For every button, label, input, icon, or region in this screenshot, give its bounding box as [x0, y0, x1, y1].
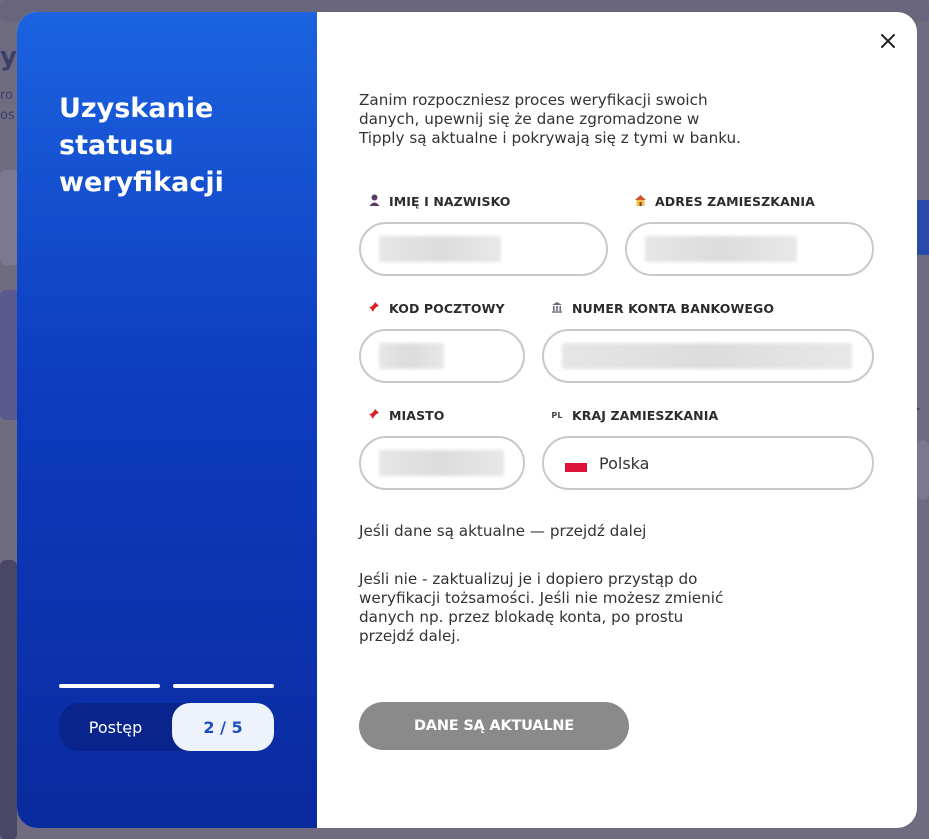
- poland-flag-icon: [565, 458, 587, 472]
- city-label: MIASTO: [367, 408, 445, 423]
- progress-label: Postęp: [88, 717, 143, 737]
- address-label: ADRES ZAMIESZKANIA: [633, 194, 815, 209]
- postal-code-field[interactable]: [359, 329, 525, 383]
- country-select[interactable]: [542, 436, 874, 490]
- house-icon: [633, 194, 647, 209]
- country-label: PL KRAJ ZAMIESZKANIA: [551, 408, 719, 423]
- modal-side-panel: [17, 12, 317, 828]
- modal-title: Uzyskanie statusu weryfikacji: [59, 93, 224, 198]
- pushpin-icon: [367, 301, 381, 316]
- verification-modal: [17, 12, 917, 828]
- note-up-to-date: Jeśli dane są aktualne — przejdź dalej: [359, 522, 647, 540]
- progress-step-segment: [59, 684, 160, 688]
- bank-account-field[interactable]: [542, 329, 874, 383]
- background-text-fragment: ro: [0, 88, 14, 103]
- background-card: [917, 440, 929, 500]
- note-update-instructions: Jeśli nie - zaktualizuj je i dopiero przystąp do weryfikacji tożsamości. Jeśli nie możesz zmienić danych np. przez blokadę konta, po prostu przejdź dalej.: [359, 570, 724, 645]
- bank-icon: [550, 301, 564, 316]
- intro-text: Zanim rozpoczniesz proces weryfikacji swoich danych, upewnij się że dane zgromadzone w Tipply są aktualne i pokrywają się z tymi w banku.: [359, 91, 741, 147]
- bank-account-label: NUMER KONTA BANKOWEGO: [550, 301, 774, 316]
- confirm-data-button[interactable]: DANE SĄ AKTUALNE: [359, 702, 629, 750]
- country-value: Polska: [599, 453, 650, 473]
- background-text-fragment: os: [0, 108, 15, 123]
- person-icon: [367, 194, 381, 209]
- modal-content: [317, 12, 917, 828]
- redacted-value: [379, 343, 444, 369]
- redacted-value: [562, 343, 852, 369]
- country-code-badge: PL: [551, 411, 563, 420]
- full-name-label: IMIĘ I NAZWISKO: [367, 194, 511, 209]
- background-text-fragment: y: [0, 42, 17, 72]
- background-card: [0, 560, 17, 839]
- redacted-value: [645, 236, 797, 262]
- redacted-value: [379, 450, 504, 476]
- progress-indicator: [59, 703, 274, 751]
- address-field[interactable]: [625, 222, 874, 276]
- close-button[interactable]: [877, 30, 899, 52]
- progress-steps: [59, 684, 274, 688]
- progress-value: 2 / 5: [172, 703, 274, 751]
- city-field[interactable]: [359, 436, 525, 490]
- progress-step-segment: [173, 684, 274, 688]
- pushpin-icon: [367, 408, 381, 423]
- redacted-value: [379, 236, 501, 262]
- full-name-field[interactable]: [359, 222, 608, 276]
- postal-code-label: KOD POCZTOWY: [367, 301, 505, 316]
- background-accent: [917, 200, 929, 255]
- close-icon[interactable]: [877, 30, 899, 52]
